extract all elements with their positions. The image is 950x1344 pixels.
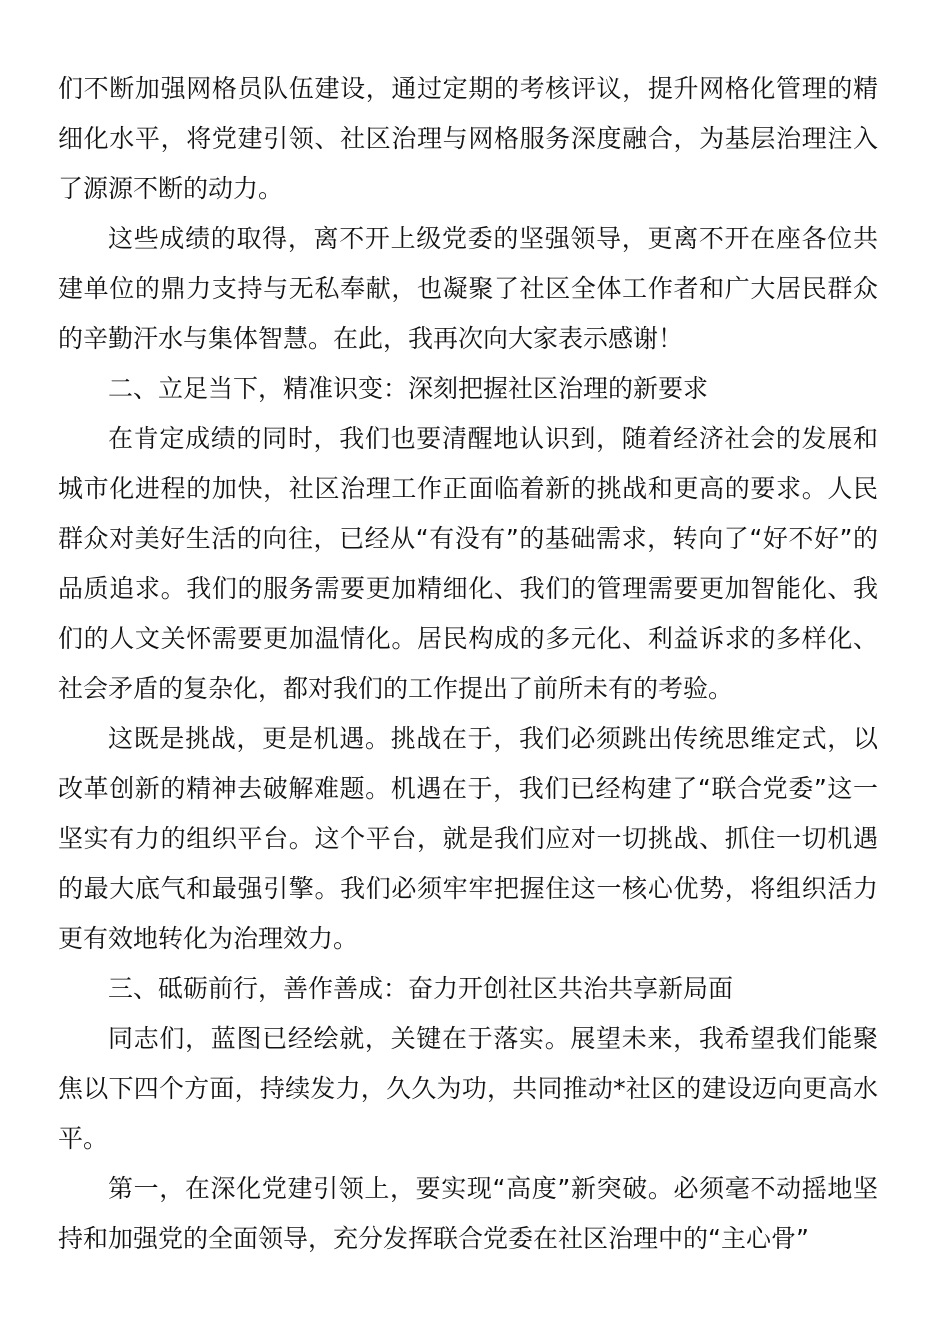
- paragraph-challenges: 在肯定成绩的同时，我们也要清醒地认识到，随着经济社会的发展和城市化进程的加快，社区治理工作正面临着新的挑战和更高的要求。人民群众对美好生活的向往，已经从“有没有”的基础需求，转向了“好不好”的品质追求。我们的服务需要更加精细化、我们的管理需要更加智能化、我们的人文关怀需要更加温情化。居民构成的多元化、利益诉求的多样化、社会矛盾的复杂化，都对我们的工作提出了前所未有的考验。: [58, 424, 878, 703]
- paragraph-point-one: 第一，在深化党建引领上，要实现“高度”新突破。必须毫不动摇地坚持和加强党的全面领导，充分发挥联合党委在社区治理中的“主心骨”: [58, 1174, 878, 1253]
- paragraph-thanks: 这些成绩的取得，离不开上级党委的坚强领导，更离不开在座各位共建单位的鼎力支持与无私奉献，也凝聚了社区全体工作者和广大居民群众的辛勤汗水与集体智慧。在此，我再次向大家表示感谢！: [58, 224, 878, 353]
- paragraph-continuation: 们不断加强网格员队伍建设，通过定期的考核评议，提升网格化管理的精细化水平，将党建引领、社区治理与网格服务深度融合，为基层治理注入了源源不断的动力。: [58, 74, 878, 203]
- section-heading-two: 二、立足当下，精准识变：深刻把握社区治理的新要求: [108, 374, 709, 403]
- section-heading-three: 三、砥砺前行，善作善成：奋力开创社区共治共享新局面: [108, 974, 734, 1003]
- paragraph-blueprint: 同志们，蓝图已经绘就，关键在于落实。展望未来，我希望我们能聚焦以下四个方面，持续发力，久久为功，共同推动*社区的建设迈向更高水平。: [58, 1024, 878, 1153]
- paragraph-opportunities: 这既是挑战，更是机遇。挑战在于，我们必须跳出传统思维定式，以改革创新的精神去破解难题。机遇在于，我们已经构建了“联合党委”这一坚实有力的组织平台。这个平台，就是我们应对一切挑战、抓住一切机遇的最大底气和最强引擎。我们必须牢牢把握住这一核心优势，将组织活力更有效地转化为治理效力。: [58, 724, 878, 953]
- document-body: [58, 64, 878, 1264]
